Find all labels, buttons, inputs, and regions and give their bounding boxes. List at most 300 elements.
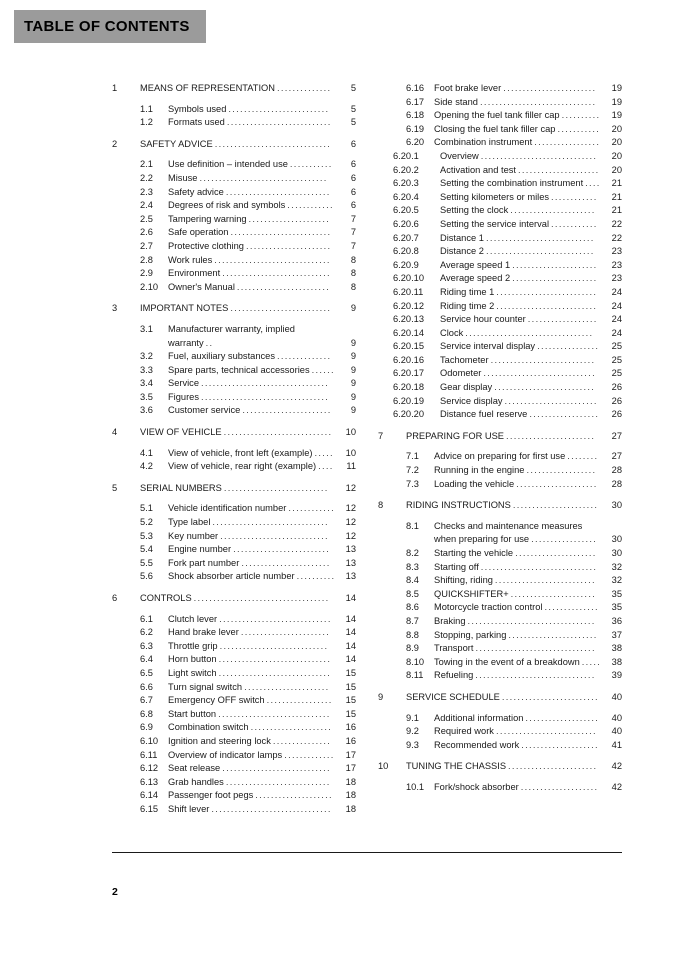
toc-entry-number: 6.20.3 [393,178,419,189]
dot-leader: ................. [266,695,333,706]
dot-leader: .............. [276,351,332,362]
dot-leader: ..................... [517,164,600,175]
toc-entry-title: Turn signal switch [168,681,243,692]
toc-section-row [112,254,356,268]
toc-entry-title: Customer service [168,405,241,416]
toc-entry-title: Formats used [168,117,225,128]
toc-section-row [112,460,356,474]
toc-entry-number: 6.20.7 [393,232,419,243]
toc-entry-title: Advice on preparing for first use [434,451,566,462]
toc-section-row [378,781,622,795]
toc-entry-title: Degrees of risk and symbols [168,200,286,211]
toc-entry-title: Overview [440,150,479,161]
toc-subsection-row [378,259,622,273]
toc-entry-text [168,226,341,240]
toc-entry-number: 6.9 [140,722,153,733]
toc-entry-page: 35 [611,588,622,599]
toc-entry-text [440,340,607,354]
toc-entry-text [440,395,607,409]
dot-leader: .......................... [230,303,332,314]
toc-entry-title: Braking [434,615,466,626]
dot-leader: ........... [289,159,333,170]
toc-entry-page: 37 [611,629,622,640]
dot-leader: .............................. [480,561,598,572]
toc-entry-text [168,350,341,364]
toc-entry-page: 12 [345,517,356,528]
toc-entry-text [440,204,607,218]
toc-entry-number: 6.20.16 [393,354,425,365]
dot-leader: ........ [567,451,599,462]
toc-entry-number: 6.20.14 [393,327,425,338]
dot-leader: ........................ [503,83,597,93]
toc-entry-page: 12 [345,503,356,514]
toc-entry-text [440,272,607,286]
toc-entry-text [168,530,341,544]
toc-section-row [112,186,356,200]
toc-entry-text [406,691,607,705]
toc-entry-text [440,245,607,259]
toc-entry-number: 6.15 [140,803,159,814]
dot-leader: .................... [521,739,599,750]
dot-leader: ........................... [490,354,596,365]
toc-entry-title: Setting the combination instrument [440,178,584,189]
dot-leader: .......................... [496,300,598,311]
dot-leader: ................................. [201,391,330,402]
toc-section-row [378,629,622,643]
toc-entry-page: 27 [611,451,622,462]
toc-entry-page: 15 [345,708,356,719]
toc-entry-title: Clutch lever [168,613,218,624]
toc-entry-number: 6.20.12 [393,300,425,311]
toc-entry-title: Tachometer [440,354,489,365]
toc-entry-text [168,803,341,817]
toc-entry-page: 26 [611,382,622,393]
toc-entry-text [140,82,341,96]
toc-entry-page: 13 [345,571,356,582]
toc-entry-text [168,103,341,117]
toc-entry-title: Refueling [434,670,474,681]
toc-chapter-row [112,82,356,96]
dot-leader: .................. [527,314,598,325]
toc-entry-number: 6.6 [140,681,153,692]
toc-subsection-row [378,327,622,341]
toc-subsection-row [378,395,622,409]
toc-entry-title: Shift lever [168,803,210,814]
toc-section-row [378,450,622,464]
toc-entry-title: Figures [168,391,200,402]
toc-entry-page: 25 [611,368,622,379]
toc-entry-title: Spare parts, technical accessories [168,364,310,375]
toc-entry-page: 35 [611,602,622,613]
toc-section-row [378,109,622,123]
toc-entry-page: 8 [350,281,356,292]
toc-entry-page: 23 [611,259,622,270]
dot-leader: .................... [255,790,333,801]
dot-leader: ............ [287,200,334,211]
dot-leader: ...... [311,364,335,375]
toc-entry-text [140,138,341,152]
toc-entry-text [168,543,341,557]
toc-entry-text [434,725,607,739]
dot-leader: .......................... [230,227,332,238]
toc-entry-text [406,760,607,774]
toc-entry-title: Loading the vehicle [434,478,515,489]
toc-section-row [378,561,622,575]
toc-section-row [112,516,356,530]
toc-entry-title: Start button [168,708,217,719]
toc-entry-text [434,478,607,492]
toc-entry-title: Ignition and steering lock [168,735,271,746]
dot-leader: ............................. [483,368,596,379]
toc-subsection-row [378,245,622,259]
toc-entry-title: Fork/shock absorber [434,781,519,792]
toc-entry-number: 6.14 [140,790,159,801]
toc-entry-text [168,186,341,200]
toc-entry-title: SAFETY ADVICE [140,138,213,149]
dot-leader: ................................. [201,378,330,389]
toc-entry-page: 14 [345,640,356,651]
toc-entry-text [434,547,607,561]
dot-leader: ...................... [510,588,597,599]
toc-entry-page: 24 [611,300,622,311]
dot-leader: ................... [525,712,600,723]
dot-leader: .............. [544,602,599,613]
toc-entry-number: 6.16 [406,83,425,93]
toc-entry-title: Throttle grip [168,640,218,651]
toc-entry-title: Running in the engine [434,465,525,476]
toc-entry-text [434,574,607,588]
dot-leader: .............................. [479,96,597,107]
toc-section-row [112,626,356,640]
toc-entry-page: 6 [350,172,356,183]
toc-section-row [112,364,356,378]
toc-chapter-row [112,482,356,496]
dot-leader: .............................. [214,254,331,265]
toc-entry-page: 6 [350,138,356,149]
toc-entry-number: 2.10 [140,281,159,292]
toc-entry-number: 3.3 [140,364,153,375]
toc-entry-number: 6.20 [406,137,425,148]
toc-entry-title: Transport [434,643,474,654]
toc-subsection-row [378,177,622,191]
toc-entry-number: 6.13 [140,776,159,787]
toc-entry-page: 18 [345,790,356,801]
dot-leader: ..................... [516,478,598,489]
toc-entry-title: SERIAL NUMBERS [140,482,222,493]
toc-section-row [112,502,356,516]
dot-leader: ............................ [220,530,329,541]
toc-entry-page: 20 [611,164,622,175]
dot-leader: .... [318,461,334,472]
toc-entry-page: 25 [611,354,622,365]
toc-section-row [112,543,356,557]
toc-entry-page: 20 [611,137,622,148]
toc-entry-title: Vehicle identification number [168,503,287,514]
toc-entry-number: 6.20.11 [393,286,424,297]
toc-entry-page: 21 [611,205,622,216]
toc-entry-number: 2.7 [140,240,153,251]
toc-subsection-row [378,381,622,395]
toc-entry-title: Shifting, riding [434,575,493,586]
dot-leader: ............................ [223,427,333,438]
toc-entry-text [168,762,341,776]
toc-entry-number: 6.20.2 [393,164,419,175]
toc-entry-page: 6 [350,186,356,197]
toc-entry-title: Type label [168,517,211,528]
toc-entry-title: Checks and maintenance measures when preparing for use [434,520,583,545]
toc-subsection-row [378,286,622,300]
dot-leader: .. [205,337,214,348]
toc-entry-page: 9 [350,378,356,389]
toc-entry-page: 13 [345,557,356,568]
toc-entry-title: Light switch [168,667,217,678]
toc-section-row [112,776,356,790]
dot-leader: .................... [520,781,599,792]
toc-entry-text [168,213,341,227]
toc-subsection-row [378,204,622,218]
toc-entry-page: 30 [611,548,622,558]
dot-leader: ..................... [248,213,331,224]
toc-entry-title: Combination switch [168,722,249,733]
toc-entry-number: 6.3 [140,640,153,651]
toc-entry-text [168,653,341,667]
toc-entry-number: 6.20.17 [393,368,425,379]
toc-entry-text [168,323,341,350]
toc-entry-title: Gear display [440,382,493,393]
toc-entry-page: 15 [345,695,356,706]
toc-entry-number: 6 [112,593,118,603]
dot-leader: ............................... [475,670,596,681]
toc-entry-title: Seat release [168,763,221,774]
toc-section-row [378,656,622,670]
toc-section-row [378,96,622,110]
toc-entry-title: Horn button [168,654,217,665]
toc-subsection-row [378,191,622,205]
toc-entry-number: 3.4 [140,378,153,389]
toc-entry-text [434,561,607,575]
toc-entry-number: 6.20.4 [393,191,419,202]
toc-entry-number: 6.12 [140,763,159,774]
dot-leader: .............. [277,83,332,93]
toc-columns [112,82,622,817]
toc-entry-page: 17 [345,749,356,760]
toc-entry-number: 5.1 [140,503,153,514]
dot-leader: .......................... [496,286,598,297]
toc-entry-text [434,712,607,726]
toc-entry-text [168,613,341,627]
toc-section-row [112,226,356,240]
toc-entry-page: 36 [611,615,622,626]
toc-entry-number: 2.1 [140,159,153,170]
toc-entry-title: Work rules [168,254,213,265]
toc-entry-number: 6.20.6 [393,218,419,229]
toc-entry-number: 4.2 [140,461,153,472]
toc-entry-text [140,426,341,440]
dot-leader: ..................... [250,722,333,733]
toc-subsection-row [378,408,622,422]
toc-section-row [378,478,622,492]
toc-entry-title: View of vehicle, rear right (example) [168,461,317,472]
toc-entry-title: Foot brake lever [434,83,502,93]
toc-entry-page: 7 [350,240,356,251]
toc-entry-title: Setting the service interval [440,218,550,229]
toc-entry-text [168,447,341,461]
toc-entry-text [434,82,607,96]
toc-entry-title: Stopping, parking [434,629,507,640]
toc-entry-title: Protective clothing [168,240,244,251]
toc-entry-title: Combination instrument [434,137,533,148]
dot-leader: ...................... [512,500,599,511]
toc-entry-number: 6.20.18 [393,382,425,393]
toc-entry-title: Additional information [434,712,524,723]
dot-leader: ............ [551,191,598,202]
toc-entry-text [168,281,341,295]
toc-entry-page: 28 [611,478,622,489]
toc-entry-page: 42 [611,761,622,772]
toc-entry-title: SERVICE SCHEDULE [406,691,500,702]
toc-entry-page: 23 [611,246,622,257]
toc-entry-title: Service hour counter [440,314,526,325]
toc-entry-page: 5 [350,103,356,114]
dot-leader: ................................. [467,615,596,626]
dot-leader: ............ [551,218,598,229]
toc-column-left [112,82,356,817]
toc-section-row [112,694,356,708]
toc-entry-page: 6 [350,159,356,170]
toc-entry-number: 6.1 [140,613,153,624]
toc-entry-title: Safe operation [168,227,229,238]
toc-entry-title: PREPARING FOR USE [406,430,504,441]
toc-entry-page: 40 [611,691,622,702]
toc-entry-text [168,789,341,803]
toc-entry-text [434,136,607,150]
toc-section-row [112,735,356,749]
toc-subsection-row [378,164,622,178]
toc-entry-text [434,642,607,656]
dot-leader: .......................... [494,382,596,393]
toc-entry-title: Odometer [440,368,482,379]
toc-section-row [112,749,356,763]
toc-entry-text [168,749,341,763]
toc-entry-page: 24 [611,286,622,297]
dot-leader: ................. [531,534,598,545]
toc-section-row [378,574,622,588]
dot-leader: .......................... [228,103,330,114]
toc-entry-title: Recommended work [434,739,520,750]
toc-entry-title: Fuel, auxiliary substances [168,351,275,362]
toc-entry-text [168,557,341,571]
toc-entry-title: Clock [440,327,464,338]
toc-entry-title: QUICKSHIFTER+ [434,588,509,599]
toc-section-row [378,123,622,137]
toc-section-row [112,721,356,735]
toc-entry-title: Setting the clock [440,205,509,216]
toc-entry-number: 8 [378,500,384,511]
toc-entry-text [168,667,341,681]
toc-entry-title: Motorcycle traction control [434,602,543,613]
toc-entry-page: 23 [611,273,622,284]
toc-section-row [112,404,356,418]
toc-entry-page: 14 [345,613,356,624]
toc-entry-text [440,286,607,300]
toc-entry-page: 14 [345,654,356,665]
page-header [14,10,206,43]
dot-leader: ........................ [504,395,598,406]
dot-leader: ..... [581,656,602,667]
toc-entry-page: 12 [345,482,356,493]
dot-leader: ...................... [510,205,596,216]
toc-entry-text [168,116,341,130]
toc-entry-number: 8.3 [406,561,419,572]
toc-entry-number: 3.2 [140,351,153,362]
toc-section-row [112,803,356,817]
toc-entry-number: 3.6 [140,405,153,416]
toc-subsection-row [378,232,622,246]
toc-chapter-row [378,499,622,513]
toc-section-row [112,172,356,186]
toc-entry-page: 11 [346,461,356,472]
dot-leader: ......................... [233,544,331,555]
toc-entry-title: MEANS OF REPRESENTATION [140,83,275,93]
toc-entry-number: 8.11 [406,670,424,681]
toc-entry-number: 10.1 [406,781,425,792]
dot-leader: ................................. [465,327,594,338]
toc-section-row [112,762,356,776]
toc-entry-page: 5 [350,83,356,93]
toc-entry-title: VIEW OF VEHICLE [140,427,222,438]
toc-entry-page: 19 [611,83,622,93]
toc-chapter-row [112,426,356,440]
toc-section-row [112,158,356,172]
toc-entry-title: Average speed 2 [440,273,511,284]
toc-entry-text [168,199,341,213]
dot-leader: ....................... [508,761,598,772]
toc-subsection-row [378,354,622,368]
toc-entry-text [406,499,607,513]
toc-entry-number: 6.20.15 [393,341,425,352]
toc-entry-number: 2 [112,138,118,149]
toc-section-row [112,570,356,584]
toc-entry-page: 19 [611,96,622,107]
toc-entry-page: 10 [345,447,356,458]
toc-entry-text [168,267,341,281]
toc-entry-title: Distance 1 [440,232,484,243]
toc-entry-page: 16 [345,722,356,733]
toc-section-row [112,281,356,295]
dot-leader: ....................... [505,430,596,441]
toc-entry-page: 25 [611,341,622,352]
toc-entry-number: 8.9 [406,643,419,654]
dot-leader: .......................... [495,726,597,737]
toc-entry-text [140,302,341,316]
toc-entry-text [440,327,607,341]
toc-section-row [112,377,356,391]
toc-entry-number: 6.19 [406,123,425,134]
toc-entry-page: 30 [611,500,622,511]
toc-section-row [112,323,356,350]
dot-leader: ..... [314,447,334,458]
toc-entry-number: 6.2 [140,627,153,638]
dot-leader: ............................... [211,803,332,814]
dot-leader: ............................ [485,232,595,243]
toc-entry-page: 41 [611,739,622,750]
toc-entry-number: 6.18 [406,110,425,121]
toc-entry-title: Towing in the event of a breakdown [434,656,580,667]
toc-entry-page: 12 [345,530,356,541]
toc-section-row [378,712,622,726]
toc-entry-page: 5 [350,117,356,128]
dot-leader: .................. [526,465,597,476]
